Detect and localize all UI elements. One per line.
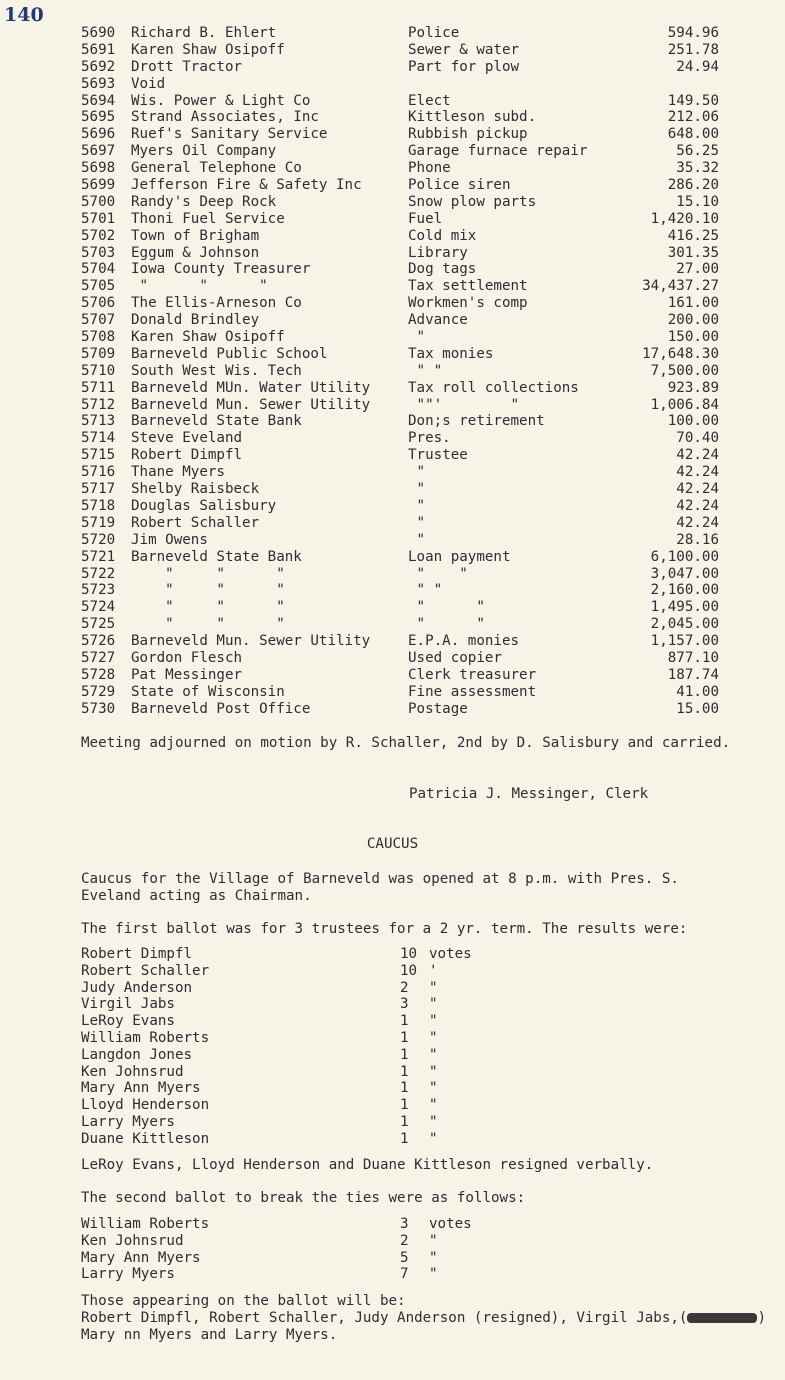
vote-count: 1: [400, 1097, 409, 1114]
payee: Karen Shaw Osipoff: [131, 41, 285, 58]
ledger-row: [81, 549, 741, 566]
vote-row: [81, 1064, 581, 1081]
second-ballot-results: [81, 1216, 581, 1283]
vote-unit: ": [429, 1063, 438, 1080]
purpose: Postage: [408, 700, 468, 717]
payee: Shelby Raisbeck: [131, 481, 260, 498]
payee: Donald Brindley: [131, 312, 260, 329]
amount: 17,648.30: [642, 345, 719, 362]
purpose: Loan payment: [408, 548, 511, 565]
caucus-heading: CAUCUS: [366, 836, 419, 852]
candidate-name: Langdon Jones: [81, 1046, 193, 1063]
vote-row: [81, 1250, 581, 1267]
vote-unit: ": [429, 1080, 438, 1097]
vote-unit: ": [429, 996, 438, 1013]
amount: 6,100.00: [650, 548, 719, 565]
vote-unit: votes: [429, 1216, 472, 1232]
candidate-name: Judy Anderson: [81, 979, 193, 996]
purpose: Advance: [408, 312, 468, 329]
amount: 15.00: [676, 700, 719, 717]
purpose: Fuel: [408, 210, 443, 227]
voucher-number: 5694: [81, 92, 116, 109]
amount: 161.00: [667, 295, 719, 312]
payee: Karen Shaw Osipoff: [131, 329, 285, 346]
payee: Barneveld MUn. Water Utility: [131, 379, 371, 396]
voucher-number: 5692: [81, 58, 116, 75]
voucher-number: 5701: [81, 210, 116, 227]
vote-count: 3: [400, 996, 409, 1013]
amount: 42.24: [676, 497, 719, 514]
purpose: " ": [408, 616, 485, 633]
amount: 416.25: [667, 227, 719, 244]
struck-out-word: [687, 1313, 757, 1323]
voucher-number: 5719: [81, 514, 116, 531]
payee: Barneveld Post Office: [131, 700, 311, 717]
ledger-row: [81, 532, 741, 549]
final-ballot-line-2: Mary nn Myers and Larry Myers.: [81, 1327, 338, 1343]
candidate-name: Robert Dimpfl: [81, 946, 193, 962]
clerk-signature-line: Patricia J. Messinger, Clerk: [409, 786, 649, 802]
purpose: Pres.: [408, 430, 451, 447]
ledger-row: [81, 261, 741, 278]
amount: 212.06: [667, 109, 719, 126]
vote-unit: ": [429, 979, 438, 996]
amount: 70.40: [676, 430, 719, 447]
payee: Jefferson Fire & Safety Inc: [131, 177, 362, 194]
ledger-row: [81, 228, 741, 245]
ledger-row: [81, 464, 741, 481]
payee: Drott Tractor: [131, 58, 243, 75]
amount: 301.35: [667, 244, 719, 261]
payee: " " ": [131, 616, 285, 633]
payee: Pat Messinger: [131, 666, 243, 683]
final-ballot-close-paren: ): [757, 1310, 767, 1326]
voucher-number: 5726: [81, 633, 116, 650]
vote-count: 10: [400, 962, 418, 979]
vote-count: 3: [400, 1216, 409, 1232]
vote-unit: votes: [429, 946, 472, 962]
purpose: Rubbish pickup: [408, 126, 528, 143]
amount: 42.24: [676, 514, 719, 531]
voucher-number: 5709: [81, 345, 116, 362]
amount: 42.24: [676, 481, 719, 498]
voucher-number: 5716: [81, 464, 116, 481]
voucher-number: 5704: [81, 261, 116, 278]
vote-unit: ": [429, 1232, 438, 1249]
page-number: 140: [4, 4, 44, 26]
payee: " " ": [131, 565, 285, 582]
payee: Void: [131, 75, 166, 92]
vote-row: [81, 1216, 581, 1233]
candidate-name: Larry Myers: [81, 1113, 175, 1130]
vote-unit: ": [429, 1097, 438, 1114]
first-ballot-results: [81, 946, 581, 1148]
amount: 3,047.00: [650, 565, 719, 582]
amount: 1,495.00: [650, 599, 719, 616]
voucher-number: 5728: [81, 666, 116, 683]
ledger-row: [81, 109, 741, 126]
vote-row: [81, 996, 581, 1013]
ledger-row: [81, 160, 741, 177]
amount: 648.00: [667, 126, 719, 143]
ledger-row: [81, 498, 741, 515]
purpose: Sewer & water: [408, 41, 520, 58]
voucher-number: 5717: [81, 481, 116, 498]
voucher-number: 5710: [81, 362, 116, 379]
voucher-number: 5722: [81, 565, 116, 582]
purpose: ""' ": [408, 396, 520, 413]
ledger-row: [81, 566, 741, 583]
ledger-row: [81, 397, 741, 414]
purpose: ": [408, 329, 426, 346]
purpose: E.P.A. monies: [408, 633, 520, 650]
ledger-row: [81, 633, 741, 650]
ledger-row: [81, 346, 741, 363]
amount: 1,420.10: [650, 210, 719, 227]
vote-unit: ": [429, 1013, 438, 1030]
vote-row: [81, 1080, 581, 1097]
vote-row: [81, 1131, 581, 1148]
payee: Barneveld State Bank: [131, 548, 302, 565]
ledger-row: [81, 59, 741, 76]
amount: 56.25: [676, 143, 719, 160]
payee: Thane Myers: [131, 464, 225, 481]
vote-count: 1: [400, 1013, 409, 1030]
payee: General Telephone Co: [131, 160, 302, 177]
vote-row: [81, 1047, 581, 1064]
purpose: ": [408, 497, 426, 514]
ledger-row: [81, 515, 741, 532]
payee: Barneveld Mun. Sewer Utility: [131, 396, 371, 413]
vote-count: 1: [400, 1113, 409, 1130]
ledger-row: [81, 126, 741, 143]
amount: 149.50: [667, 92, 719, 109]
voucher-number: 5706: [81, 295, 116, 312]
ledger-row: [81, 599, 741, 616]
payee: South West Wis. Tech: [131, 362, 302, 379]
voucher-number: 5724: [81, 599, 116, 616]
ledger-row: [81, 380, 741, 397]
ledger-row: [81, 582, 741, 599]
voucher-number: 5705: [81, 278, 116, 295]
candidate-name: LeRoy Evans: [81, 1013, 175, 1030]
payee: Douglas Salisbury: [131, 497, 277, 514]
voucher-number: 5730: [81, 700, 116, 717]
payee: " " ": [131, 278, 268, 295]
amount: 7,500.00: [650, 362, 719, 379]
resigned-note: LeRoy Evans, Lloyd Henderson and Duane Kittleson resigned verbally.: [81, 1157, 654, 1173]
amount: 923.89: [667, 379, 719, 396]
vote-row: [81, 1114, 581, 1131]
ledger-row: [81, 245, 741, 262]
final-ballot-names: Robert Dimpfl, Robert Schaller, Judy Anderson (resigned), Virgil Jabs,(: [81, 1310, 688, 1326]
caucus-intro: Caucus for the Village of Barneveld was opened at 8 p.m. with Pres. S. Eveland acting as Chairman.: [81, 871, 679, 904]
vote-row: [81, 1233, 581, 1250]
final-ballot-line: [81, 1310, 767, 1327]
purpose: ": [408, 514, 426, 531]
ledger-row: [81, 278, 741, 295]
purpose: Tax monies: [408, 345, 494, 362]
ledger-row: [81, 312, 741, 329]
vote-unit: ": [429, 1029, 438, 1046]
payee: Wis. Power & Light Co: [131, 92, 311, 109]
purpose: Workmen's comp: [408, 295, 528, 312]
ledger-row: [81, 25, 741, 42]
candidate-name: Mary Ann Myers: [81, 1080, 201, 1097]
candidate-name: William Roberts: [81, 1216, 210, 1232]
payee: Steve Eveland: [131, 430, 243, 447]
purpose: Elect: [408, 92, 451, 109]
vote-count: 7: [400, 1266, 409, 1283]
payee: Jim Owens: [131, 531, 208, 548]
amount: 42.24: [676, 447, 719, 464]
voucher-number: 5729: [81, 683, 116, 700]
purpose: Used copier: [408, 649, 502, 666]
amount: 286.20: [667, 177, 719, 194]
candidate-name: Ken Johnsrud: [81, 1232, 184, 1249]
voucher-number: 5691: [81, 41, 116, 58]
vote-row: [81, 946, 581, 963]
candidate-name: Larry Myers: [81, 1266, 175, 1283]
first-ballot-intro: The first ballot was for 3 trustees for a 2 yr. term. The results were:: [81, 921, 688, 937]
voucher-number: 5711: [81, 379, 116, 396]
purpose: Police siren: [408, 177, 511, 194]
candidate-name: Lloyd Henderson: [81, 1097, 210, 1114]
voucher-number: 5707: [81, 312, 116, 329]
vote-count: 5: [400, 1249, 409, 1266]
payee: Robert Schaller: [131, 514, 260, 531]
second-ballot-intro: The second ballot to break the ties were as follows:: [81, 1190, 526, 1206]
purpose: Don;s retirement: [408, 413, 545, 430]
payee: Gordon Flesch: [131, 649, 243, 666]
amount: 1,157.00: [650, 633, 719, 650]
voucher-number: 5697: [81, 143, 116, 160]
purpose: Kittleson subd.: [408, 109, 537, 126]
purpose: Library: [408, 244, 468, 261]
vote-row: [81, 1030, 581, 1047]
voucher-number: 5714: [81, 430, 116, 447]
vote-count: 1: [400, 1029, 409, 1046]
amount: 877.10: [667, 649, 719, 666]
vote-unit: ": [429, 1130, 438, 1147]
voucher-number: 5713: [81, 413, 116, 430]
voucher-number: 5712: [81, 396, 116, 413]
payee: Thoni Fuel Service: [131, 210, 285, 227]
amount: 200.00: [667, 312, 719, 329]
vote-count: 2: [400, 979, 409, 996]
payee: " " ": [131, 599, 285, 616]
voucher-number: 5696: [81, 126, 116, 143]
voucher-number: 5703: [81, 244, 116, 261]
vote-row: [81, 1266, 581, 1283]
amount: 251.78: [667, 41, 719, 58]
payee: Myers Oil Company: [131, 143, 277, 160]
payee: Ruef's Sanitary Service: [131, 126, 328, 143]
voucher-number: 5708: [81, 329, 116, 346]
amount: 150.00: [667, 329, 719, 346]
vote-count: 10: [400, 946, 418, 962]
purpose: Clerk treasurer: [408, 666, 537, 683]
candidate-name: Robert Schaller: [81, 962, 210, 979]
purpose: ": [408, 531, 426, 548]
payee: The Ellis-Arneson Co: [131, 295, 302, 312]
payee: Barneveld Mun. Sewer Utility: [131, 633, 371, 650]
voucher-number: 5700: [81, 193, 116, 210]
payee: Robert Dimpfl: [131, 447, 243, 464]
purpose: Tax roll collections: [408, 379, 579, 396]
voucher-number: 5715: [81, 447, 116, 464]
payee: Eggum & Johnson: [131, 244, 260, 261]
purpose: " ": [408, 599, 485, 616]
payee: Town of Brigham: [131, 227, 260, 244]
ledger-row: [81, 667, 741, 684]
payee: " " ": [131, 582, 285, 599]
amount: 15.10: [676, 193, 719, 210]
expense-ledger: [81, 25, 741, 718]
purpose: Cold mix: [408, 227, 477, 244]
candidate-name: Ken Johnsrud: [81, 1063, 184, 1080]
voucher-number: 5718: [81, 497, 116, 514]
voucher-number: 5723: [81, 582, 116, 599]
ledger-row: [81, 701, 741, 718]
vote-unit: ': [429, 962, 438, 979]
vote-count: 1: [400, 1063, 409, 1080]
amount: 34,437.27: [642, 278, 719, 295]
payee: Iowa County Treasurer: [131, 261, 311, 278]
ledger-row: [81, 684, 741, 701]
ledger-row: [81, 295, 741, 312]
vote-row: [81, 1097, 581, 1114]
amount: 187.74: [667, 666, 719, 683]
amount: 27.00: [676, 261, 719, 278]
purpose: Phone: [408, 160, 451, 177]
purpose: ": [408, 464, 426, 481]
vote-unit: ": [429, 1249, 438, 1266]
ledger-row: [81, 177, 741, 194]
adjournment-note: Meeting adjourned on motion by R. Schaller, 2nd by D. Salisbury and carried.: [81, 735, 731, 751]
amount: 2,160.00: [650, 582, 719, 599]
vote-row: [81, 1013, 581, 1030]
vote-row: [81, 980, 581, 997]
amount: 2,045.00: [650, 616, 719, 633]
voucher-number: 5699: [81, 177, 116, 194]
purpose: Garage furnace repair: [408, 143, 588, 160]
ledger-row: [81, 211, 741, 228]
amount: 41.00: [676, 683, 719, 700]
payee: Barneveld Public School: [131, 345, 328, 362]
purpose: Tax settlement: [408, 278, 528, 295]
vote-count: 1: [400, 1130, 409, 1147]
candidate-name: Mary Ann Myers: [81, 1249, 201, 1266]
voucher-number: 5693: [81, 75, 116, 92]
purpose: " ": [408, 565, 468, 582]
purpose: Snow plow parts: [408, 193, 537, 210]
amount: 24.94: [676, 58, 719, 75]
purpose: Trustee: [408, 447, 468, 464]
ledger-row: [81, 329, 741, 346]
amount: 594.96: [667, 25, 719, 41]
vote-unit: ": [429, 1266, 438, 1283]
vote-unit: ": [429, 1046, 438, 1063]
purpose: Part for plow: [408, 58, 520, 75]
voucher-number: 5721: [81, 548, 116, 565]
ledger-row: [81, 363, 741, 380]
voucher-number: 5720: [81, 531, 116, 548]
voucher-number: 5725: [81, 616, 116, 633]
payee: Randy's Deep Rock: [131, 193, 277, 210]
vote-unit: ": [429, 1113, 438, 1130]
voucher-number: 5698: [81, 160, 116, 177]
purpose: " ": [408, 582, 443, 599]
payee: Strand Associates, Inc: [131, 109, 319, 126]
amount: 35.32: [676, 160, 719, 177]
voucher-number: 5695: [81, 109, 116, 126]
voucher-number: 5727: [81, 649, 116, 666]
purpose: ": [408, 481, 426, 498]
vote-row: [81, 963, 581, 980]
purpose: Dog tags: [408, 261, 477, 278]
purpose: " ": [408, 362, 443, 379]
ledger-row: [81, 616, 741, 633]
ledger-row: [81, 447, 741, 464]
vote-count: 2: [400, 1232, 409, 1249]
amount: 42.24: [676, 464, 719, 481]
ledger-row: [81, 650, 741, 667]
payee: Richard B. Ehlert: [131, 25, 277, 41]
ledger-row: [81, 143, 741, 160]
ledger-row: [81, 413, 741, 430]
ledger-row: [81, 42, 741, 59]
candidate-name: Duane Kittleson: [81, 1130, 210, 1147]
payee: State of Wisconsin: [131, 683, 285, 700]
payee: Barneveld State Bank: [131, 413, 302, 430]
final-ballot-intro: Those appearing on the ballot will be:: [81, 1293, 406, 1309]
purpose: Fine assessment: [408, 683, 537, 700]
ledger-row: [81, 93, 741, 110]
vote-count: 1: [400, 1046, 409, 1063]
ledger-row: [81, 76, 741, 93]
ledger-row: [81, 481, 741, 498]
candidate-name: William Roberts: [81, 1029, 210, 1046]
voucher-number: 5702: [81, 227, 116, 244]
purpose: Police: [408, 25, 460, 41]
amount: 28.16: [676, 531, 719, 548]
amount: 100.00: [667, 413, 719, 430]
voucher-number: 5690: [81, 25, 116, 41]
amount: 1,006.84: [650, 396, 719, 413]
ledger-row: [81, 430, 741, 447]
ledger-row: [81, 194, 741, 211]
candidate-name: Virgil Jabs: [81, 996, 175, 1013]
vote-count: 1: [400, 1080, 409, 1097]
